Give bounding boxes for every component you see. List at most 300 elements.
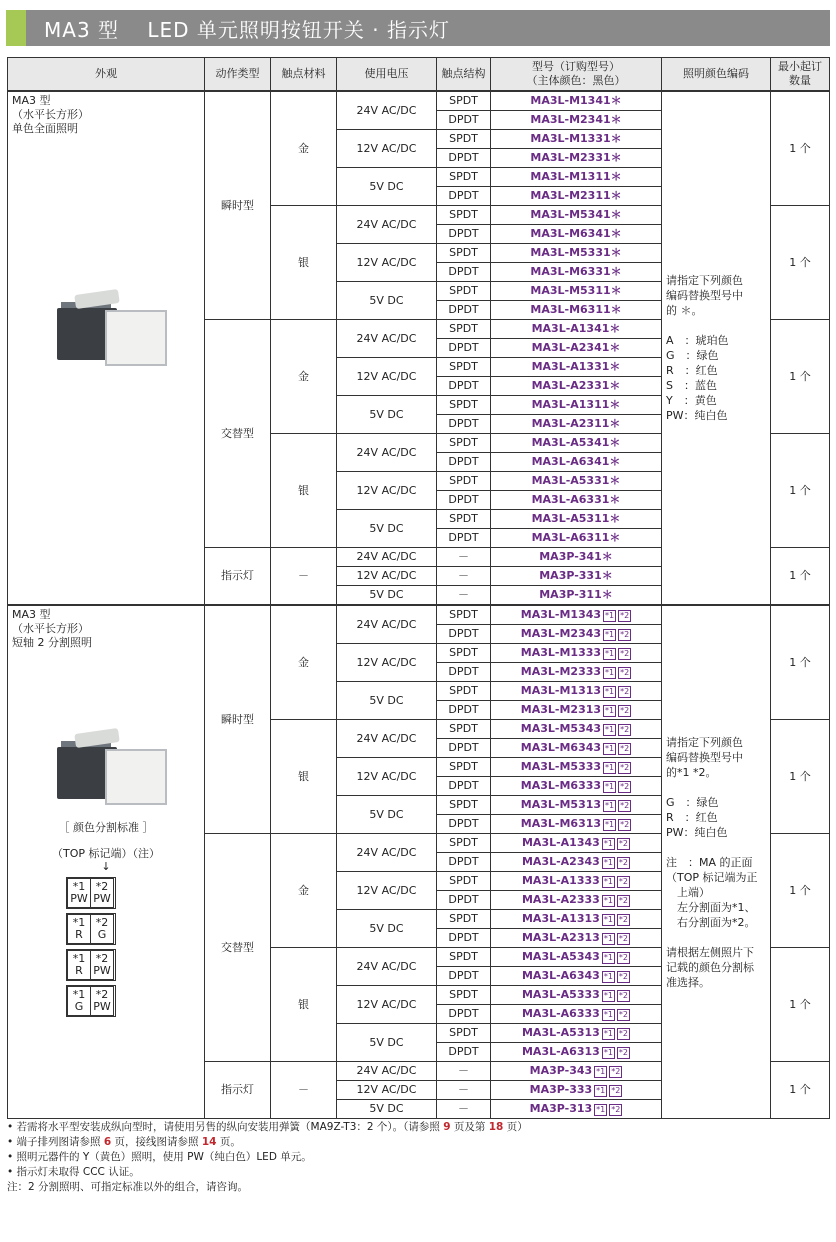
model-number: MA3L-M6331＊: [530, 265, 622, 278]
model-number: MA3P-333: [529, 1082, 593, 1096]
contact-cell: SPDT: [437, 872, 491, 891]
model-number: MA3L-M2343: [520, 626, 602, 640]
split-left: *1 R: [68, 951, 91, 980]
min-qty-cell: 1 个: [771, 834, 830, 948]
model-cell: [491, 625, 662, 644]
model-number: MA3L-A6331＊: [531, 493, 621, 506]
model-cell: [491, 548, 662, 567]
model-number: MA3L-M6343: [520, 740, 602, 754]
contact-cell: DPDT: [437, 415, 491, 434]
model-cell: [491, 834, 662, 853]
model-cell: [491, 929, 662, 948]
color-marker-m2: *2: [620, 762, 630, 772]
color-marker-m2: *2: [618, 990, 628, 1000]
voltage-cell: 24V AC/DC: [337, 1062, 437, 1081]
material-cell: －: [271, 1062, 337, 1119]
contact-cell: SPDT: [437, 720, 491, 739]
model-number: MA3P-331＊: [539, 569, 613, 582]
model-number: MA3P-313: [529, 1101, 593, 1115]
model-number: MA3L-A6343: [521, 968, 600, 982]
model-number: MA3L-A5331＊: [531, 474, 621, 487]
model-cell: [491, 453, 662, 472]
color-marker-m1: *1: [603, 1009, 613, 1019]
model-number: MA3L-M2341＊: [530, 113, 622, 126]
col-header-voltage: 使用电压: [337, 58, 437, 92]
model-number: MA3P-341＊: [539, 550, 613, 563]
color-code-text: 请指定下列颜色 编码替换型号中 的 ＊。 A ：琥珀色 G ：绿色 R ：红色 S ：蓝色 Y ：黄色 PW：纯白色: [666, 274, 743, 422]
action-type-cell: 交替型: [205, 834, 271, 1062]
material-cell: 银: [271, 206, 337, 320]
col-header-material: 触点材料: [271, 58, 337, 92]
model-number: MA3L-M6311＊: [530, 303, 622, 316]
min-qty-cell: 1 个: [771, 206, 830, 320]
model-number: MA3L-A5343: [521, 949, 600, 963]
color-marker-m1: *1: [605, 667, 615, 677]
color-marker-m2: *2: [618, 857, 628, 867]
min-qty-cell: 1 个: [771, 1062, 830, 1119]
header-accent-bar: [6, 10, 26, 46]
contact-cell: DPDT: [437, 225, 491, 244]
model-cell: [491, 529, 662, 548]
model-number: MA3L-A1311＊: [531, 398, 621, 411]
voltage-cell: 24V AC/DC: [337, 206, 437, 244]
contact-cell: DPDT: [437, 377, 491, 396]
color-marker-m2: *2: [620, 705, 630, 715]
model-cell: [491, 1100, 662, 1119]
contact-cell: －: [437, 567, 491, 586]
material-cell: 金: [271, 91, 337, 206]
color-marker-m1: *1: [603, 838, 613, 848]
voltage-cell: 12V AC/DC: [337, 986, 437, 1024]
model-cell: [491, 815, 662, 834]
contact-cell: DPDT: [437, 491, 491, 510]
model-cell: [491, 149, 662, 168]
voltage-cell: 24V AC/DC: [337, 834, 437, 872]
model-number: MA3L-M1333: [520, 645, 602, 659]
color-split-box: [66, 877, 116, 909]
model-cell: [491, 282, 662, 301]
material-cell: 金: [271, 605, 337, 720]
color-marker-m2: *2: [618, 952, 628, 962]
product-table: [7, 57, 830, 1119]
contact-cell: DPDT: [437, 187, 491, 206]
contact-cell: SPDT: [437, 130, 491, 149]
voltage-cell: 12V AC/DC: [337, 758, 437, 796]
contact-cell: SPDT: [437, 948, 491, 967]
model-number: MA3L-A5311＊: [531, 512, 621, 525]
model-number: MA3L-A5333: [521, 987, 600, 1001]
voltage-cell: 5V DC: [337, 586, 437, 606]
footnote-3: • 照明元器件的 Y（黄色）照明，使用 PW（纯白色）LED 单元。: [7, 1151, 312, 1163]
model-cell: [491, 986, 662, 1005]
min-qty-cell: 1 个: [771, 548, 830, 606]
model-number: MA3L-M2333: [520, 664, 602, 678]
contact-cell: DPDT: [437, 339, 491, 358]
action-type-cell: 指示灯: [205, 548, 271, 606]
color-marker-m1: *1: [605, 819, 615, 829]
contact-cell: DPDT: [437, 1043, 491, 1062]
footnote-1: • 若需将水平型安装成纵向型时，请使用另售的纵向安装用弹簧（MA9Z-T3：2 个）。（请参照 9 页及第 18 页）: [7, 1121, 528, 1133]
split-right: *2 PW: [91, 951, 114, 980]
color-marker-m1: *1: [603, 1028, 613, 1038]
model-number: MA3L-A1313: [521, 911, 600, 925]
action-type-cell: 交替型: [205, 320, 271, 548]
contact-cell: DPDT: [437, 967, 491, 986]
voltage-cell: 24V AC/DC: [337, 91, 437, 130]
split-right: *2 PW: [91, 987, 114, 1016]
model-number: MA3L-M5341＊: [530, 208, 622, 221]
model-number: MA3L-A6341＊: [531, 455, 621, 468]
voltage-cell: 24V AC/DC: [337, 434, 437, 472]
footnote-4: • 指示灯未取得 CCC 认证。: [7, 1166, 140, 1178]
col-header-contact: 触点结构: [437, 58, 491, 92]
contact-cell: SPDT: [437, 510, 491, 529]
split-left: *1 R: [68, 915, 91, 944]
color-marker-m1: *1: [605, 629, 615, 639]
contact-cell: －: [437, 1062, 491, 1081]
color-marker-m2: *2: [620, 629, 630, 639]
model-cell: [491, 434, 662, 453]
model-cell: [491, 263, 662, 282]
action-type-cell: 指示灯: [205, 1062, 271, 1119]
voltage-cell: 12V AC/DC: [337, 130, 437, 168]
model-cell: [491, 1024, 662, 1043]
contact-cell: DPDT: [437, 301, 491, 320]
contact-cell: DPDT: [437, 663, 491, 682]
model-cell: [491, 739, 662, 758]
model-number: MA3L-M6333: [520, 778, 602, 792]
contact-cell: DPDT: [437, 149, 491, 168]
contact-cell: DPDT: [437, 701, 491, 720]
model-cell: [491, 720, 662, 739]
contact-cell: DPDT: [437, 625, 491, 644]
contact-cell: SPDT: [437, 472, 491, 491]
model-number: MA3L-A2341＊: [531, 341, 621, 354]
contact-cell: SPDT: [437, 758, 491, 777]
model-cell: [491, 910, 662, 929]
material-cell: 金: [271, 320, 337, 434]
voltage-cell: 12V AC/DC: [337, 872, 437, 910]
color-marker-m2: *2: [620, 667, 630, 677]
model-number: MA3L-A2311＊: [531, 417, 621, 430]
contact-cell: DPDT: [437, 1005, 491, 1024]
model-cell: [491, 1043, 662, 1062]
model-number: MA3L-M6313: [520, 816, 602, 830]
voltage-cell: 5V DC: [337, 396, 437, 434]
split-right: *2 PW: [91, 879, 114, 908]
g1-appearance-cell: [8, 91, 205, 605]
material-cell: 银: [271, 434, 337, 548]
color-marker-m2: *2: [620, 648, 630, 658]
voltage-cell: 5V DC: [337, 910, 437, 948]
model-number: MA3L-M5313: [520, 797, 602, 811]
contact-cell: DPDT: [437, 739, 491, 758]
contact-cell: DPDT: [437, 853, 491, 872]
model-cell: [491, 244, 662, 263]
model-cell: [491, 967, 662, 986]
color-split-box: [66, 949, 116, 981]
model-number: MA3L-A2333: [521, 892, 600, 906]
voltage-cell: 12V AC/DC: [337, 644, 437, 682]
color-marker-m1: *1: [596, 1085, 606, 1095]
contact-cell: DPDT: [437, 453, 491, 472]
model-number: MA3L-A5341＊: [531, 436, 621, 449]
model-number: MA3L-A2331＊: [531, 379, 621, 392]
contact-cell: SPDT: [437, 834, 491, 853]
color-marker-m1: *1: [605, 781, 615, 791]
color-marker-m2: *2: [618, 933, 628, 943]
model-number: MA3L-A5313: [521, 1025, 600, 1039]
color-marker-m1: *1: [603, 952, 613, 962]
contact-cell: SPDT: [437, 244, 491, 263]
footnote-2: • 端子排列图请参照 6 页，接线图请参照 14 页。: [7, 1136, 241, 1148]
col-header-appearance: 外观: [8, 58, 205, 92]
color-split-box: [66, 913, 116, 945]
material-cell: 金: [271, 834, 337, 948]
model-number: MA3P-311＊: [539, 588, 613, 601]
contact-cell: DPDT: [437, 929, 491, 948]
contact-cell: SPDT: [437, 91, 491, 111]
model-cell: [491, 948, 662, 967]
contact-cell: SPDT: [437, 796, 491, 815]
min-qty-cell: 1 个: [771, 720, 830, 834]
model-number: MA3L-A6311＊: [531, 531, 621, 544]
model-cell: [491, 891, 662, 910]
model-number: MA3L-M2311＊: [530, 189, 622, 202]
material-cell: 银: [271, 720, 337, 834]
voltage-cell: 24V AC/DC: [337, 548, 437, 567]
col-header-action: 动作类型: [205, 58, 271, 92]
color-marker-m1: *1: [603, 971, 613, 981]
color-marker-m2: *2: [618, 1047, 628, 1057]
color-marker-m2: *2: [618, 914, 628, 924]
model-cell: [491, 206, 662, 225]
color-marker-m2: *2: [618, 895, 628, 905]
g2-color-code-note: [662, 605, 771, 1119]
color-marker-m2: *2: [618, 1009, 628, 1019]
color-marker-m2: *2: [611, 1085, 621, 1095]
voltage-cell: 12V AC/DC: [337, 358, 437, 396]
color-marker-m2: *2: [620, 743, 630, 753]
model-cell: [491, 586, 662, 606]
contact-cell: SPDT: [437, 206, 491, 225]
model-cell: [491, 225, 662, 244]
contact-cell: SPDT: [437, 1024, 491, 1043]
voltage-cell: 5V DC: [337, 282, 437, 320]
color-marker-m2: *2: [618, 876, 628, 886]
model-number: MA3P-343: [529, 1063, 593, 1077]
color-marker-m1: *1: [605, 705, 615, 715]
color-code-text: 请指定下列颜色 编码替换型号中 的*1 *2。 G ：绿色 R ：红色 PW：纯白色 注 ：MA 的正面 （TOP 标记端为正 上端） 左分割面为*1、 右分割面为*2。 请根据左侧照片下 记载的颜色分割标 准选择。: [666, 735, 758, 989]
color-marker-m2: *2: [611, 1104, 621, 1114]
color-marker-m2: *2: [620, 800, 630, 810]
model-number: MA3L-M1331＊: [530, 132, 622, 145]
model-cell: [491, 853, 662, 872]
model-cell: [491, 1081, 662, 1100]
page-header: [6, 10, 830, 46]
model-number: MA3L-A6333: [521, 1006, 600, 1020]
min-qty-cell: 1 个: [771, 434, 830, 548]
contact-cell: －: [437, 586, 491, 606]
footnotes: [7, 1120, 528, 1195]
contact-cell: DPDT: [437, 263, 491, 282]
voltage-cell: 12V AC/DC: [337, 567, 437, 586]
contact-cell: SPDT: [437, 910, 491, 929]
model-number: MA3L-A6313: [521, 1044, 600, 1058]
model-cell: [491, 1005, 662, 1024]
col-header-color-code: 照明颜色编码: [662, 58, 771, 92]
model-number: MA3L-M1341＊: [530, 94, 622, 107]
contact-cell: DPDT: [437, 777, 491, 796]
model-cell: [491, 91, 662, 111]
model-cell: [491, 758, 662, 777]
model-cell: [491, 796, 662, 815]
contact-cell: SPDT: [437, 168, 491, 187]
color-marker-m1: *1: [603, 895, 613, 905]
model-number: MA3L-M1311＊: [530, 170, 622, 183]
color-marker-m1: *1: [605, 800, 615, 810]
color-marker-m2: *2: [620, 819, 630, 829]
model-number: MA3L-A1331＊: [531, 360, 621, 373]
col-header-model: 型号（订购型号） （主体颜色：黑色）: [491, 58, 662, 92]
model-cell: [491, 567, 662, 586]
color-marker-m2: *2: [620, 610, 630, 620]
split-left: *1 PW: [68, 879, 91, 908]
model-cell: [491, 510, 662, 529]
g1-description: MA3 型 （水平长方形） 单色全面照明: [12, 94, 89, 135]
model-number: MA3L-A1343: [521, 835, 600, 849]
model-number: MA3L-A1341＊: [531, 322, 621, 335]
color-marker-m1: *1: [603, 933, 613, 943]
color-marker-m1: *1: [605, 762, 615, 772]
contact-cell: SPDT: [437, 986, 491, 1005]
voltage-cell: 12V AC/DC: [337, 1081, 437, 1100]
contact-cell: DPDT: [437, 529, 491, 548]
action-type-cell: 瞬时型: [205, 91, 271, 320]
voltage-cell: 24V AC/DC: [337, 605, 437, 644]
contact-cell: DPDT: [437, 891, 491, 910]
model-cell: [491, 301, 662, 320]
contact-cell: －: [437, 548, 491, 567]
voltage-cell: 5V DC: [337, 796, 437, 834]
color-marker-m1: *1: [605, 648, 615, 658]
min-qty-cell: 1 个: [771, 320, 830, 434]
model-cell: [491, 358, 662, 377]
contact-cell: SPDT: [437, 358, 491, 377]
color-marker-m2: *2: [620, 724, 630, 734]
model-number: MA3L-M6341＊: [530, 227, 622, 240]
contact-cell: SPDT: [437, 644, 491, 663]
model-number: MA3L-M1343: [520, 607, 602, 621]
split-left: *1 G: [68, 987, 91, 1016]
material-cell: －: [271, 548, 337, 606]
contact-cell: DPDT: [437, 815, 491, 834]
contact-cell: －: [437, 1100, 491, 1119]
model-cell: [491, 111, 662, 130]
voltage-cell: 5V DC: [337, 510, 437, 548]
color-marker-m1: *1: [603, 914, 613, 924]
model-number: MA3L-M5343: [520, 721, 602, 735]
model-cell: [491, 491, 662, 510]
header-row: [8, 58, 830, 92]
color-marker-m2: *2: [618, 971, 628, 981]
model-cell: [491, 396, 662, 415]
model-cell: [491, 605, 662, 625]
voltage-cell: 5V DC: [337, 682, 437, 720]
model-cell: [491, 168, 662, 187]
material-cell: 银: [271, 948, 337, 1062]
color-marker-m1: *1: [596, 1104, 606, 1114]
color-marker-m2: *2: [618, 1028, 628, 1038]
voltage-cell: 12V AC/DC: [337, 244, 437, 282]
product-photo: [47, 725, 165, 805]
color-split-legend-title: ［ 颜色分割标准 ］ （TOP 标记端）（注） ↓: [51, 821, 160, 873]
voltage-cell: 24V AC/DC: [337, 320, 437, 358]
model-cell: [491, 415, 662, 434]
page-title: MA3 型 LED 单元照明按钮开关 · 指示灯: [44, 18, 450, 42]
table-row: [8, 605, 830, 625]
product-photo: [47, 286, 165, 366]
col-header-min-qty: 最小起订 数量: [771, 58, 830, 92]
model-cell: [491, 701, 662, 720]
model-number: MA3L-M1313: [520, 683, 602, 697]
contact-cell: SPDT: [437, 282, 491, 301]
action-type-cell: 瞬时型: [205, 605, 271, 834]
voltage-cell: 5V DC: [337, 1100, 437, 1119]
min-qty-cell: 1 个: [771, 948, 830, 1062]
model-cell: [491, 1062, 662, 1081]
model-cell: [491, 682, 662, 701]
color-marker-m1: *1: [605, 686, 615, 696]
contact-cell: －: [437, 1081, 491, 1100]
model-cell: [491, 130, 662, 149]
model-cell: [491, 339, 662, 358]
min-qty-cell: 1 个: [771, 91, 830, 206]
model-number: MA3L-M5333: [520, 759, 602, 773]
voltage-cell: 5V DC: [337, 168, 437, 206]
model-cell: [491, 663, 662, 682]
contact-cell: SPDT: [437, 434, 491, 453]
model-number: MA3L-A1333: [521, 873, 600, 887]
model-cell: [491, 320, 662, 339]
voltage-cell: 12V AC/DC: [337, 472, 437, 510]
color-marker-m1: *1: [596, 1066, 606, 1076]
table-row: [8, 91, 830, 111]
color-split-box: [66, 985, 116, 1017]
model-cell: [491, 377, 662, 396]
model-cell: [491, 644, 662, 663]
model-cell: [491, 872, 662, 891]
color-marker-m1: *1: [603, 876, 613, 886]
g1-color-code-note: [662, 91, 771, 605]
model-number: MA3L-M2313: [520, 702, 602, 716]
model-number: MA3L-M5311＊: [530, 284, 622, 297]
model-cell: [491, 777, 662, 796]
contact-cell: SPDT: [437, 682, 491, 701]
color-marker-m1: *1: [603, 1047, 613, 1057]
color-marker-m1: *1: [603, 990, 613, 1000]
color-marker-m1: *1: [603, 857, 613, 867]
min-qty-cell: 1 个: [771, 605, 830, 720]
color-marker-m2: *2: [620, 781, 630, 791]
voltage-cell: 24V AC/DC: [337, 720, 437, 758]
contact-cell: DPDT: [437, 111, 491, 130]
g2-appearance-cell: [8, 605, 205, 1119]
contact-cell: SPDT: [437, 605, 491, 625]
model-cell: [491, 472, 662, 491]
split-right: *2 G: [91, 915, 114, 944]
voltage-cell: 24V AC/DC: [337, 948, 437, 986]
